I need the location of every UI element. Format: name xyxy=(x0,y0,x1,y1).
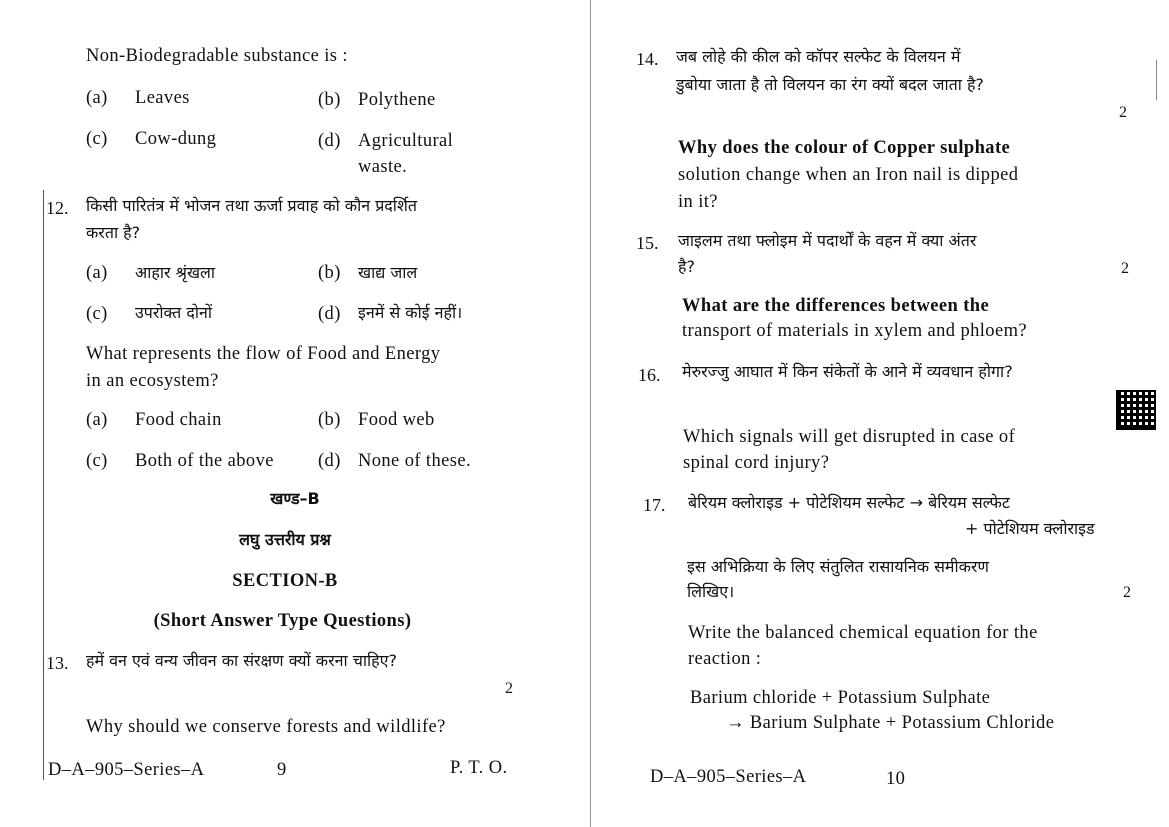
q12-opt-b-en-label: (b) xyxy=(318,410,341,430)
q15-marks: 2 xyxy=(1121,260,1129,277)
right-edge-mark xyxy=(1156,60,1157,100)
left-margin-line xyxy=(43,190,44,780)
q11-opt-d-label: (d) xyxy=(318,131,341,151)
footer-page-number-right: 10 xyxy=(886,769,906,789)
q14-question-hi-line1: जब लोहे की कील को कॉपर सल्फेट के विलयन में xyxy=(676,47,961,66)
q17-question-en-line2: reaction : xyxy=(688,649,762,669)
q11-opt-a: Leaves xyxy=(135,88,190,108)
q12-question-hi-line1: किसी पारितंत्र में भोजन तथा ऊर्जा प्रवाह को कौन प्रदर्शित xyxy=(86,196,417,215)
q12-opt-a-en-label: (a) xyxy=(86,410,108,430)
q12-opt-b-en: Food web xyxy=(358,410,435,430)
qr-code-icon xyxy=(1116,390,1156,430)
q15-question-en-line1: What are the differences between the xyxy=(682,296,990,316)
q17-reaction-en-line1: Barium chloride + Potassium Sulphate xyxy=(690,688,991,708)
q15-question-en-line2: transport of materials in xylem and phloem? xyxy=(682,321,1027,341)
q11-question: Non-Biodegradable substance is : xyxy=(86,46,348,66)
q17-question-hi-line2: लिखिए। xyxy=(687,582,735,601)
q12-number: 12. xyxy=(46,198,69,218)
q12-opt-b-label: (b) xyxy=(318,263,341,283)
q14-number: 14. xyxy=(636,49,659,69)
q17-reaction-en-line2: → Barium Sulphate + Potassium Chloride xyxy=(726,713,1055,733)
q16-question-en-line1: Which signals will get disrupted in case of xyxy=(683,427,1016,447)
q12-opt-c-en: Both of the above xyxy=(135,451,274,471)
section-heading-en: SECTION-B xyxy=(232,571,338,591)
q11-opt-d-line1: Agricultural xyxy=(358,131,454,151)
q14-question-en-line1: Why does the colour of Copper sulphate xyxy=(678,138,1011,158)
q13-marks: 2 xyxy=(505,680,513,697)
footer-pto: P. T. O. xyxy=(450,758,508,778)
q16-number: 16. xyxy=(638,365,661,385)
q16-question-en-line2: spinal cord injury? xyxy=(683,453,830,473)
q16-question-hi: मेरुरज्जु आघात में किन संकेतों के आने में व्यवधान होगा? xyxy=(682,362,1013,381)
q12-opt-c-en-label: (c) xyxy=(86,451,108,471)
q14-question-en-line2: solution change when an Iron nail is dipped xyxy=(678,165,1019,185)
q17-marks: 2 xyxy=(1123,584,1131,601)
q17-number: 17. xyxy=(643,495,666,515)
q12-opt-c-label: (c) xyxy=(86,304,108,324)
q11-opt-b: Polythene xyxy=(358,90,436,110)
q12-opt-b-hi: खाद्य जाल xyxy=(358,263,418,282)
q17-reaction-hi-line1: बेरियम क्लोराइड + पोटेशियम सल्फेट → बेरियम सल्फेट xyxy=(688,493,1010,512)
q14-question-hi-line2: डुबोया जाता है तो विलयन का रंग क्यों बदल जाता है? xyxy=(676,75,984,94)
q12-question-hi-line2: करता है? xyxy=(86,223,141,242)
q11-opt-a-label: (a) xyxy=(86,88,108,108)
q17-reaction-hi-line2: + पोटेशियम क्लोराइड xyxy=(965,519,1095,538)
footer-page-number: 9 xyxy=(277,760,287,780)
q13-number: 13. xyxy=(46,653,69,673)
q17-question-hi-line1: इस अभिक्रिया के लिए संतुलित रासायनिक समीकरण xyxy=(687,557,990,576)
q11-opt-c: Cow-dung xyxy=(135,129,217,149)
q13-question-en: Why should we conserve forests and wildlife? xyxy=(86,717,446,737)
footer-series-right: D–A–905–Series–A xyxy=(650,767,807,787)
q11-opt-d-line2: waste. xyxy=(358,157,408,177)
q12-opt-d-label: (d) xyxy=(318,304,341,324)
q11-opt-b-label: (b) xyxy=(318,90,341,110)
q12-opt-a-label: (a) xyxy=(86,263,108,283)
q17-question-en-line1: Write the balanced chemical equation for the xyxy=(688,623,1038,643)
q15-number: 15. xyxy=(636,233,659,253)
section-heading-hi: खण्ड–B xyxy=(270,489,320,508)
q12-opt-a-hi: आहार श्रृंखला xyxy=(135,263,216,282)
right-page xyxy=(590,0,1169,827)
q13-question-hi: हमें वन एवं वन्य जीवन का संरक्षण क्यों करना चाहिए? xyxy=(86,651,398,670)
q14-question-en-line3: in it? xyxy=(678,192,718,212)
q12-opt-c-hi: उपरोक्त दोनों xyxy=(135,303,212,322)
q12-question-en-line2: in an ecosystem? xyxy=(86,371,219,391)
q12-opt-d-en: None of these. xyxy=(358,451,471,471)
q14-marks: 2 xyxy=(1119,104,1127,121)
q15-question-hi-line2: है? xyxy=(678,257,695,276)
section-subheading-en: (Short Answer Type Questions) xyxy=(153,611,412,631)
section-subheading-hi: लघु उत्तरीय प्रश्न xyxy=(239,530,331,549)
footer-series: D–A–905–Series–A xyxy=(48,760,205,780)
q11-opt-c-label: (c) xyxy=(86,129,108,149)
q12-question-en-line1: What represents the flow of Food and Energy xyxy=(86,344,441,364)
q12-opt-d-en-label: (d) xyxy=(318,451,341,471)
q12-opt-a-en: Food chain xyxy=(135,410,222,430)
q15-question-hi-line1: जाइलम तथा फ्लोइम में पदार्थों के वहन में क्या अंतर xyxy=(678,231,977,250)
q12-opt-d-hi: इनमें से कोई नहीं। xyxy=(358,303,463,322)
